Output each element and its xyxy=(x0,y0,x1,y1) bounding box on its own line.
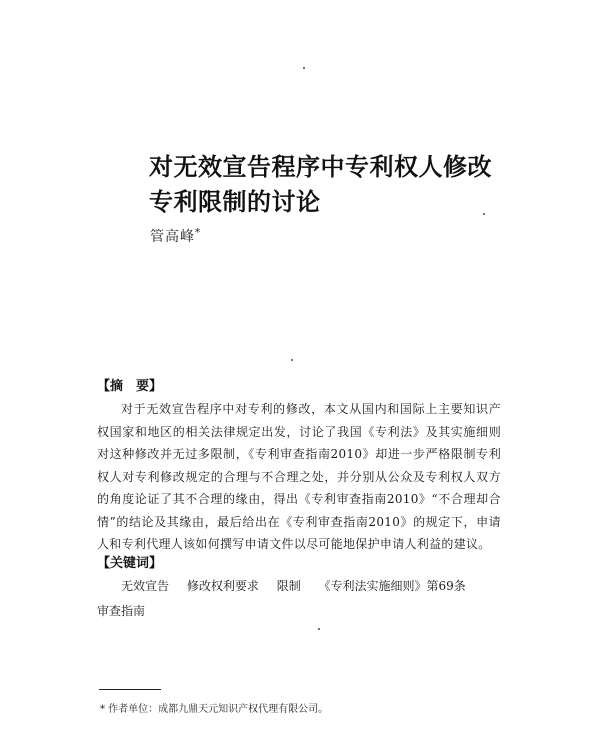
keyword-item: 限制 xyxy=(276,579,301,593)
scan-speck xyxy=(318,628,320,630)
keywords-heading: 【关键词】 xyxy=(97,556,163,571)
abstract-heading: 【摘 要】 xyxy=(97,379,163,394)
author-name: 管高峰 xyxy=(150,229,195,245)
scan-speck xyxy=(303,67,305,69)
keyword-item: 审查指南 xyxy=(97,604,146,618)
author-line xyxy=(150,226,201,246)
footnote-separator xyxy=(99,689,161,690)
abstract-body: 对于无效宣告程序中对专利的修改，本文从国内和国际上主要知识产权国家和地区的相关法律规定出发，讨论了我国《专利法》及其实施细则对这种修改并无过多限制，《专利审查指南2010》却进一步严格限制专利权人对专利修改规定的合理与不合理之处，并分别从公众及专利权人双方的角度论证了其不合理的缘由，得出《专利审查指南2010》“不合理却合情”的结论及其缘由，最后给出在《专利审查指南2010》的规定下，申请人和专利代理人该如何撰写申请文件以尽可能地保护申请人利益的建议。 xyxy=(97,402,501,551)
keyword-item: 无效宣告 xyxy=(121,579,170,593)
paper-title xyxy=(149,150,492,220)
paper-title-line-1: 对无效宣告程序中专利权人修改 xyxy=(149,153,492,181)
keywords-list xyxy=(97,574,501,624)
footnote: * 作者单位：成都九鼎天元知识产权代理有限公司。 xyxy=(100,704,329,715)
scan-speck xyxy=(291,359,293,361)
author-footnote-mark: * xyxy=(195,227,201,239)
keyword-item: 修改权利要求 xyxy=(186,579,259,593)
paper-title-line-2: 专利限制的讨论 xyxy=(149,188,321,216)
keyword-item: 《专利法实施细则》第69条 xyxy=(318,579,466,593)
